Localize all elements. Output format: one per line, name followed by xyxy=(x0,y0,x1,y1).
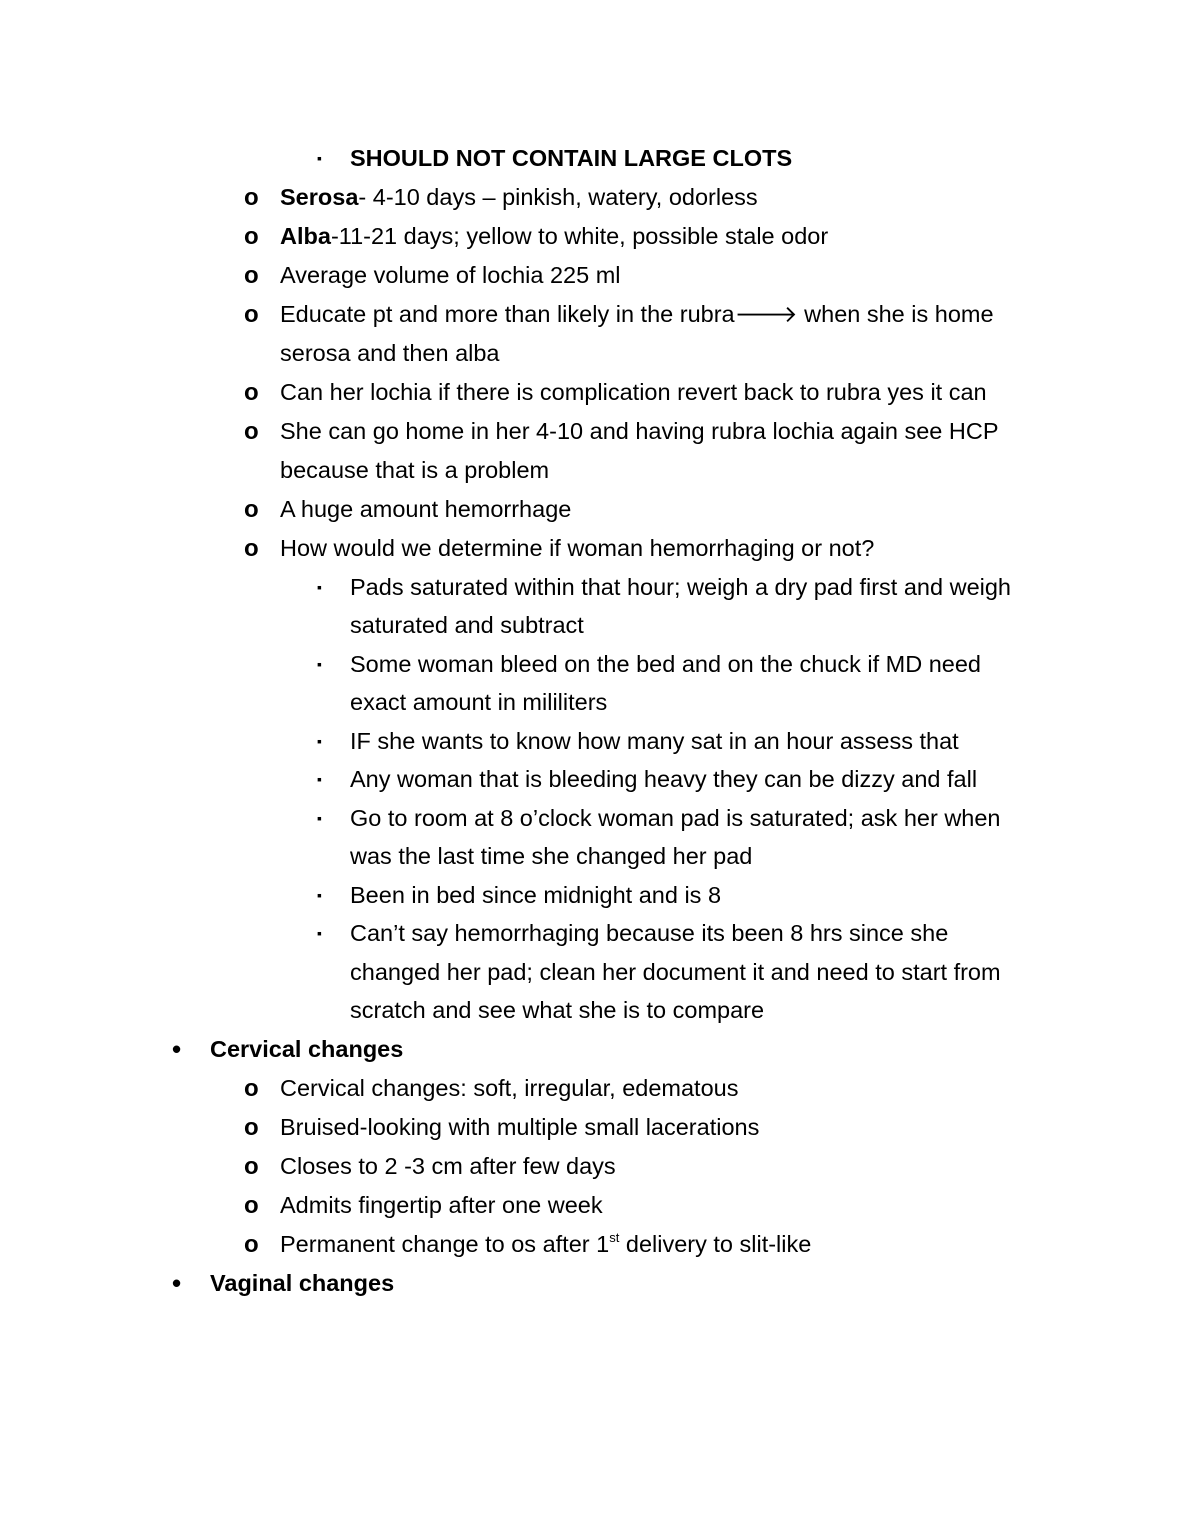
list-item xyxy=(0,914,1040,1030)
bullet-circle-icon: o xyxy=(244,1074,259,1102)
bullet-circle-icon: o xyxy=(244,261,259,289)
bullet-square-icon: ▪ xyxy=(317,925,322,941)
bullet-circle-icon: o xyxy=(244,495,259,523)
superscript: st xyxy=(609,1229,620,1245)
list-item xyxy=(0,1225,1055,1264)
item-text: Cervical changes: soft, irregular, edematous xyxy=(280,1074,739,1101)
list-item xyxy=(0,568,1040,645)
list-item xyxy=(0,722,1040,761)
bullet-circle-icon: o xyxy=(244,534,259,562)
item-text: She can go home in her 4-10 and having rubra lochia again see HCP because that is a problem xyxy=(280,417,999,483)
bold-term: SHOULD NOT CONTAIN LARGE CLOTS xyxy=(350,145,793,171)
list-item xyxy=(0,490,1055,529)
item-text: Some woman bleed on the bed and on the chuck if MD need exact amount in mililiters xyxy=(350,650,981,715)
item-text: A huge amount hemorrhage xyxy=(280,495,572,522)
bullet-square-icon: ▪ xyxy=(317,771,322,787)
item-text: Permanent change to os after 1 xyxy=(280,1230,610,1257)
list-item xyxy=(0,1108,1055,1147)
list-item xyxy=(0,1069,1055,1108)
bullet-circle-icon: o xyxy=(244,1113,259,1141)
item-text: Go to room at 8 o’clock woman pad is saturated; ask her when was the last time she changed her pad xyxy=(350,804,1001,869)
list-item xyxy=(0,1147,1055,1186)
item-text: How would we determine if woman hemorrhaging or not? xyxy=(280,534,875,561)
list-item xyxy=(0,373,1055,412)
list-item xyxy=(0,799,1040,876)
item-text: - 4-10 days – pinkish, watery, odorless xyxy=(358,183,758,210)
bullet-square-icon: ▪ xyxy=(317,732,322,749)
bullet-circle-icon: o xyxy=(244,1152,259,1180)
bullet-square-icon: ▪ xyxy=(317,809,322,826)
list-item xyxy=(0,412,1055,490)
list-item xyxy=(0,178,1055,217)
list-item xyxy=(0,760,1040,799)
list-item xyxy=(0,645,1040,722)
document-body xyxy=(0,139,1190,1303)
section-heading xyxy=(0,1030,1050,1069)
item-text: -11-21 days; yellow to white, possible stale odor xyxy=(330,222,829,249)
bullet-square-icon: ▪ xyxy=(317,886,322,903)
bullet-circle-icon: o xyxy=(244,1191,259,1219)
item-text: Cervical changes xyxy=(210,1035,404,1062)
bullet-square-icon: ▪ xyxy=(317,655,322,672)
item-text: Can her lochia if there is complication revert back to rubra yes it can xyxy=(280,378,987,405)
list-item xyxy=(0,217,1055,256)
bullet-dot-icon: • xyxy=(172,1267,182,1298)
bullet-circle-icon: o xyxy=(244,222,259,250)
bullet-square-icon: ▪ xyxy=(317,578,322,595)
item-text: Closes to 2 -3 cm after few days xyxy=(280,1152,616,1179)
list-item xyxy=(0,139,1040,178)
item-text: Can’t say hemorrhaging because its been 8 hrs since she changed her pad; clean her document it and need to start from scratch and see what she is to compare xyxy=(350,920,1001,1023)
item-text: Pads saturated within that hour; weigh a dry pad first and weigh saturated and subtract xyxy=(350,573,1011,638)
list-item xyxy=(0,876,1040,915)
bullet-circle-icon: o xyxy=(244,1230,259,1258)
section-heading xyxy=(0,1264,1050,1303)
item-text-continued: delivery to slit-like xyxy=(619,1230,812,1257)
item-text: Been in bed since midnight and is 8 xyxy=(350,881,722,908)
item-text: Any woman that is bleeding heavy they can be dizzy and fall xyxy=(350,766,978,792)
bullet-circle-icon: o xyxy=(244,300,259,328)
bullet-square-icon: ▪ xyxy=(317,150,322,166)
item-text: Educate pt and more than likely in the rubra🡒 when she is home serosa and then alba xyxy=(280,300,994,366)
bold-term: Alba xyxy=(280,222,331,249)
list-item xyxy=(0,295,1055,373)
bullet-dot-icon: • xyxy=(172,1033,182,1064)
list-item xyxy=(0,1186,1055,1225)
bold-term: Serosa xyxy=(280,183,359,210)
item-text: Admits fingertip after one week xyxy=(280,1191,603,1218)
item-text: Bruised-looking with multiple small lacerations xyxy=(280,1113,760,1140)
bullet-circle-icon: o xyxy=(244,378,259,406)
item-text: IF she wants to know how many sat in an hour assess that xyxy=(350,727,959,754)
bullet-circle-icon: o xyxy=(244,183,259,211)
bullet-circle-icon: o xyxy=(244,417,259,445)
item-text: Average volume of lochia 225 ml xyxy=(280,261,621,288)
item-text: Vaginal changes xyxy=(210,1269,395,1296)
list-item xyxy=(0,529,1055,568)
list-item xyxy=(0,256,1055,295)
